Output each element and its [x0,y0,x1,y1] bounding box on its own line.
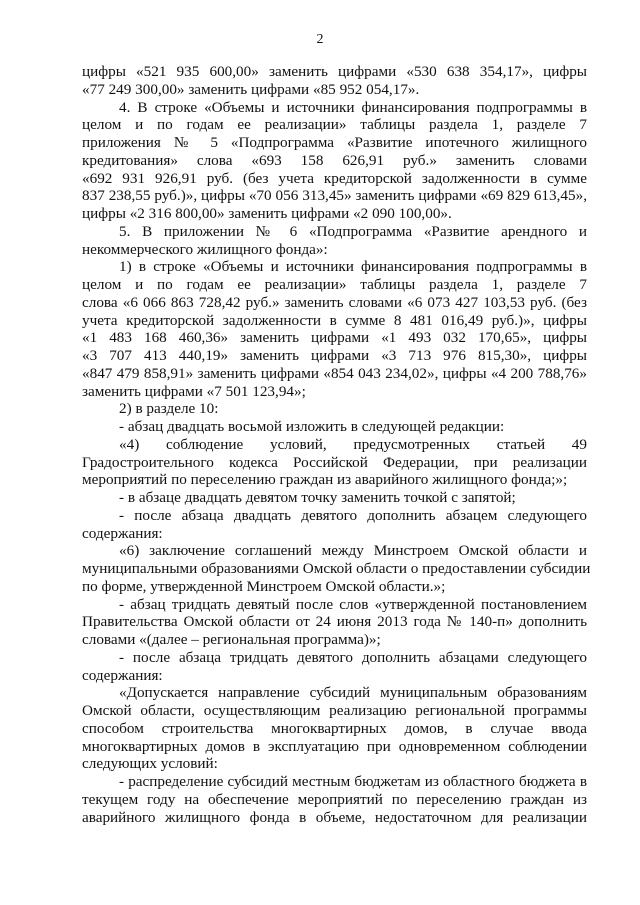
text-line: 1) в строке «Объемы и источники финансирования подпрограммы в [119,258,587,276]
text-line: «77 249 300,00» заменить цифрами «85 952 054,17». [82,80,420,98]
page-number: 2 [316,32,324,47]
text-line: содержания: [82,666,163,684]
text-line: цифры «521 935 600,00» заменить цифрами «530 638 354,17», цифры [82,63,587,80]
text-line: слова «6 066 863 728,42 руб.» заменить словами «6 073 427 103,53 руб. (без [82,293,587,311]
text-line: - абзац тридцать девятый после слов «утвержденной постановлением [119,595,587,613]
text-line: мероприятий по переселению граждан из аварийного жилищного фонда;»; [82,471,568,489]
text-line: - распределение субсидий местным бюджетам из областного бюджета в [119,773,587,790]
text-line: следующих условий: [82,755,218,773]
text-line: целом и по годам ее реализации» таблицы раздела 1, разделе 7 [82,116,587,134]
text-line: аварийного жилищного фонда в объеме, недостаточном для реализации [82,808,587,826]
text-line: «1 483 168 460,36» заменить цифрами «1 493 032 170,65», цифры [82,329,587,347]
text-line: заменить цифрами «7 501 123,94»; [82,382,306,400]
text-line: «692 931 926,91 руб. (без учета кредиторской задолженности в сумме [82,169,587,187]
document-body [82,63,591,826]
text-line: Омской области, осуществляющим реализацию региональной программы [82,702,587,719]
text-line: муниципальными образованиями Омской области о предоставлении субсидии [82,560,591,577]
text-line: «6) заключение соглашений между Минстроем Омской области и [119,542,587,560]
text-line: «3 707 413 440,19» заменить цифрами «3 713 976 815,30», цифры [82,347,587,364]
text-line: - после абзаца тридцать девятого дополнить абзацами следующего [119,648,587,666]
text-line: некоммерческого жилищного фонда»: [82,240,328,258]
text-line: содержания: [82,524,163,542]
text-line: учета кредиторской задолженности в сумме 8 481 016,49 руб.)», цифры [82,311,587,329]
text-line: кредитования» слова «693 158 626,91 руб.» заменить словами [82,151,587,169]
text-line: «4) соблюдение условий, предусмотренных статьей 49 [119,435,587,453]
text-line: - абзац двадцать восьмой изложить в следующей редакции: [119,418,505,435]
text-line: многоквартирных домов в эксплуатацию при одновременном соблюдении [82,737,587,755]
text-line: 2) в разделе 10: [119,400,219,418]
text-line: целом и по годам ее реализации» таблицы раздела 1, разделе 7 [82,276,587,293]
text-line: Градостроительного кодекса Российской Федерации, при реализации [82,453,587,471]
text-line: 837 238,55 руб.)», цифры «70 056 313,45» заменить цифрами «69 829 613,45», [82,187,587,205]
text-line: приложения № 5 «Подпрограмма «Развитие ипотечного жилищного [82,134,587,151]
text-line: 5. В приложении № 6 «Подпрограмма «Развитие арендного и [119,222,587,240]
text-line: Правительства Омской области от 24 июня 2013 года № 140-п» дополнить [82,613,587,631]
text-line: 4. В строке «Объемы и источники финансирования подпрограммы в [119,98,587,116]
text-line: текущем году на обеспечение мероприятий по переселению граждан из [82,790,587,808]
text-line: - в абзаце двадцать девятом точку заменить точкой с запятой; [119,489,516,506]
text-line: способом строительства многоквартирных домов, в случае ввода [82,719,587,737]
text-line: «847 479 858,91» заменить цифрами «854 043 234,02», цифры «4 200 788,76» [82,364,587,382]
text-line: цифры «2 316 800,00» заменить цифрами «2 090 100,00». [82,205,452,222]
text-line: «Допускается направление субсидий муниципальным образованиям [119,684,587,702]
text-line: - после абзаца двадцать девятого дополнить абзацем следующего [119,506,587,524]
text-line: по форме, утвержденной Минстроем Омской области.»; [82,577,446,595]
text-line: словами «(далее – региональная программа)»; [82,631,381,648]
